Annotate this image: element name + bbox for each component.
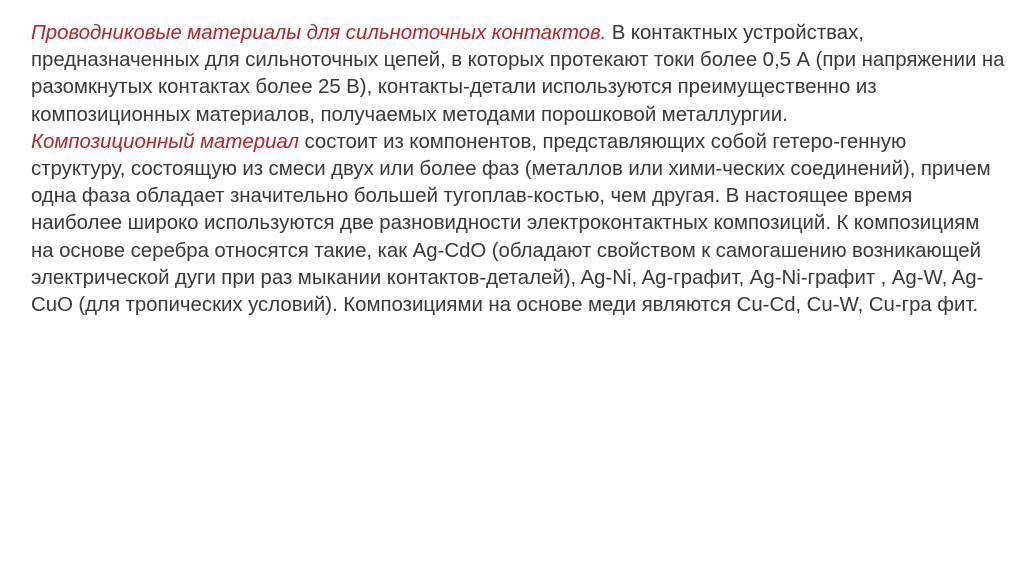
paragraph-body: состоит из компонентов, представляющих собой гетеро-генную структуру, состоящую из смеси двух или более фаз (металлов или хими-ческих соединений), причем одна фаза обладает значительно большей тугоплав-костью, чем другая. В настоящее время наиболее широко используются две разновидности электроконтактных композиций. К композициям на основе серебра относятся такие, как Ag-CdO (обладают свойством к самогашению возникающей электрической дуги при раз мыкании контактов-деталей), Ag-Ni, Ag-графит, Ag-Ni-графит , Ag-W, Ag-CuO (для тропических условий). Композициями на основе меди являются Cu-Cd, Cu-W, Cu-гра фит. [31,130,991,317]
paragraph-composite-material [31,129,1006,319]
paragraph-body: В контактных устройствах, предназначенных для сильноточных цепей, в которых протекают токи более 0,5 А (при напряжении на разомкнутых контактах более 25 В), контакты-детали используются преимущественно из композиционных материалов, получаемых методами порошковой металлургии. [31,22,1005,126]
term-conductor-materials: Проводниковые материалы для сильноточных контактов. [31,22,607,44]
slide-text [31,20,1006,319]
paragraph-conductor-materials [31,20,1006,129]
term-composite-material: Композиционный материал [31,130,300,153]
